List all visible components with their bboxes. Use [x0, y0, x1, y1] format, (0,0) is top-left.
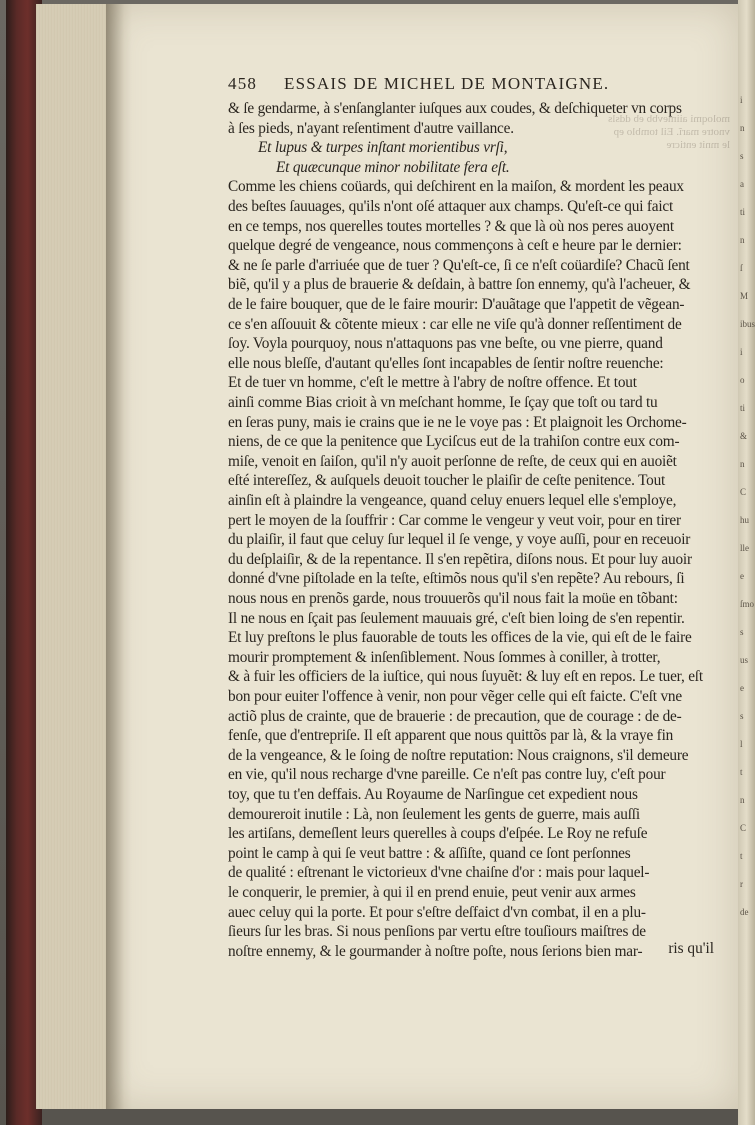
text-line: point le camp à qui ſe veut battre : & aſſiſte, quand ce ſont perſonnes: [228, 844, 631, 862]
text-line: ce s'en aſſouuit & cõtente mieux : car elle ne viſe qu'à donner reſſentiment de: [228, 315, 682, 333]
page-header: [228, 74, 658, 94]
bleed-fragment: M: [740, 291, 749, 301]
text-line: le conquerir, le premier, à qui il en prend enuie, peut venir aux armes: [228, 884, 636, 901]
bleed-fragment: i: [740, 95, 743, 105]
text-line: elle nous bleſſe, d'autant qu'elles ſont incapables de ſentir noſtre reuenche:: [228, 354, 664, 372]
text-line: de le faire bouquer, que de le faire mourir: D'auãtage que l'appetit de vẽgean-: [228, 296, 685, 313]
bleed-fragment: i: [740, 347, 743, 357]
text-line: Et luy preſtons le plus fauorable de touts les offices de la vie, qui eſt de le faire: [228, 629, 692, 647]
bleed-fragment: e: [740, 683, 744, 693]
running-head: ESSAIS DE MICHEL DE MONTAIGNE.: [284, 74, 610, 93]
text-line: biẽ, qu'il y a plus de brauerie & deſdain, à battre ſon ennemy, qu'à l'acheuer, &: [228, 276, 691, 294]
bleed-fragment: ſmo: [740, 599, 755, 609]
bleed-fragment: l: [740, 739, 743, 749]
text-line: en ce temps, nos querelles toutes mortelles ? & que là où nos peres auoyent: [228, 217, 674, 235]
bleed-fragment: n: [740, 235, 745, 245]
bleed-fragment: o: [740, 375, 745, 385]
bleed-fragment: t: [740, 767, 743, 777]
text-line: mourir promptement & inſenſiblement. Nous ſommes à coniller, à trotter,: [228, 648, 661, 666]
text-line: en ſeras puny, mais ie crains que ie ne le voye pas : Et plaignoit les Orchome-: [228, 413, 687, 431]
text-line: toy, que tu t'en deffais. Au Royaume de Narſingue cet expedient nous: [228, 786, 638, 803]
bleed-fragment: lle: [740, 543, 749, 553]
text-line: pert le moyen de la ſouffrir : Car comme le vengeur y veut voir, pour en tirer: [228, 511, 681, 529]
text-line: Et de tuer vn homme, c'eſt le mettre à l'abry de noſtre offence. Et tout: [228, 374, 637, 392]
catchword: ris qu'il: [668, 940, 714, 957]
text-line: ainſin eſt à plaindre la vengeance, quand celuy enuers lequel elle s'employe,: [228, 492, 677, 509]
bleed-fragment: a: [740, 179, 744, 189]
bleed-fragment: ti: [740, 403, 746, 413]
text-line: & ſe gendarme, à s'enſanglanter iuſques aux coudes, & deſchiqueter vn corps: [228, 100, 682, 117]
text-line: noſtre ennemy, & le gourmander à noſtre poſte, nous ſerions bien mar-: [228, 942, 643, 960]
bleed-fragment: C: [740, 823, 747, 833]
bleed-fragment: s: [740, 711, 744, 721]
text-line: donné d'vne piſtolade en la teſte, eſtimõs nous qu'il s'en repẽte? Au rebours, ſi: [228, 570, 685, 588]
text-line: demoureroit inutile : Là, non ſeulement les gents de guerre, mais auſſi: [228, 805, 640, 823]
text-line: du deſplaiſir, & de la repentance. Il s'en repẽtira, diſons nous. Et pour luy auoir: [228, 550, 692, 568]
text-line: Il ne nous en ſçait pas ſeulement mauuais gré, c'eſt bien loing de s'en repentir.: [228, 609, 685, 627]
text-line: niens, de ce que la penitence que Lyciſcus eut de la trahiſon contre eux com-: [228, 433, 680, 451]
bleed-fragment: t: [740, 851, 743, 861]
text-line: ſieurs ſur les bras. Si nous penſions par vertu eſtre touſiours maiſtres de: [228, 923, 646, 941]
text-line: en vie, qu'il nous recharge d'vne pareille. Ce n'eſt pas contre luy, c'eſt pour: [228, 766, 666, 784]
bleed-fragment: ibus: [740, 319, 755, 329]
bleed-fragment: ti: [740, 207, 746, 217]
bleed-fragment: hu: [740, 515, 749, 525]
show-through-line: vnotre marĩ. Eil tomblo ep: [613, 126, 730, 138]
bleed-fragment: e: [740, 571, 744, 581]
text-line: quelque degré de vengeance, nous commençons à ceſt e heure par le dernier:: [228, 237, 682, 255]
verse-line: Et quæcunque minor nobilitate fera eſt.: [276, 158, 510, 176]
verse-line: Et lupus & turpes inſtant morientibus vrſi,: [258, 139, 508, 157]
bleed-fragment: n: [740, 795, 745, 805]
text-line: de la vengeance, & le ſoing de noſtre reputation: Nous craignons, s'il demeure: [228, 746, 689, 764]
text-line: les artiſans, demeſlent leurs querelles à coups d'eſpée. Le Roy ne refuſe: [228, 825, 648, 843]
text-line: de qualité : eſtrenant le victorieux d'vne chaiſne d'or : mais pour laquel-: [228, 864, 650, 882]
text-line: eſté intereſſez, & auſquels deuoit toucher le plaiſir de ceſte penitence. Tout: [228, 472, 666, 490]
bleed-fragment: r: [740, 879, 743, 889]
text-line: nous nous en prenõs garde, nous trouuerõs qu'il nous fait la moüe en tõbant:: [228, 590, 678, 607]
text-line: Comme les chiens coüards, qui deſchirent en la maiſon, & mordent les peaux: [228, 178, 684, 196]
gutter-shadow: [106, 4, 132, 1109]
bleed-fragment: s: [740, 151, 744, 161]
bleed-fragment: us: [740, 655, 749, 665]
bleed-fragment: &: [740, 431, 748, 441]
bleed-fragment: n: [740, 459, 745, 469]
text-line: à ſes pieds, n'ayant reſentiment d'autre vaillance.: [228, 119, 514, 137]
show-through-line: moloqmi aiimevbb eb ddsls: [608, 113, 730, 125]
bleed-fragment: s: [740, 627, 744, 637]
text-line: des beſtes ſauuages, qu'ils n'ont oſé attaquer aux champs. Qu'eſt-ce qui faict: [228, 198, 674, 215]
text-line: miſe, venoit en ſaiſon, qu'il n'y auoit perſonne de reſte, de ceux qui en auoiẽt: [228, 452, 677, 470]
text-line: actiõ plus de crainte, que de brauerie : de precaution, que de courage : de de-: [228, 707, 682, 725]
text-line: du plaiſir, il faut que celuy ſur lequel il ſe venge, y voye auſſi, pour en receuoir: [228, 531, 691, 549]
text-line: bon pour euiter l'offence à venir, non pour vẽger celle qui eſt faicte. C'eſt vne: [228, 688, 682, 705]
text-line: fenſe, que d'entrepriſe. Il eſt apparent que nous quittõs par là, & la vraye fin: [228, 727, 674, 745]
page-stack-edge: [36, 4, 113, 1109]
text-line: & ne ſe parle d'arriuée que de tuer ? Qu'eſt-ce, ſi ce n'eſt coüardiſe? Chacũ ſent: [228, 256, 690, 274]
bleed-fragment: de: [740, 907, 749, 917]
page-number: 458: [228, 74, 258, 93]
text-line: ainſi comme Bias crioit à vn meſchant homme, Ie ſçay que toſt ou tard tu: [228, 394, 658, 411]
text-line: ſoy. Voyla pourquoy, nous n'attaquons pas vne beſte, ou vne pierre, quand: [228, 335, 663, 353]
text-line: auec celuy qui la porte. Et pour s'eſtre deſfaict d'vn combat, il en a plu-: [228, 903, 646, 921]
text-line: & à fuir les officiers de la iuſtice, qui nous ſuyuẽt: & luy eſt en repos. Le tuer, eſt: [228, 668, 703, 686]
bleed-fragment: C: [740, 487, 747, 497]
bleed-fragment: ſ: [740, 263, 743, 273]
bleed-fragment: n: [740, 123, 745, 133]
show-through-line: le mnit enticre: [666, 139, 730, 151]
